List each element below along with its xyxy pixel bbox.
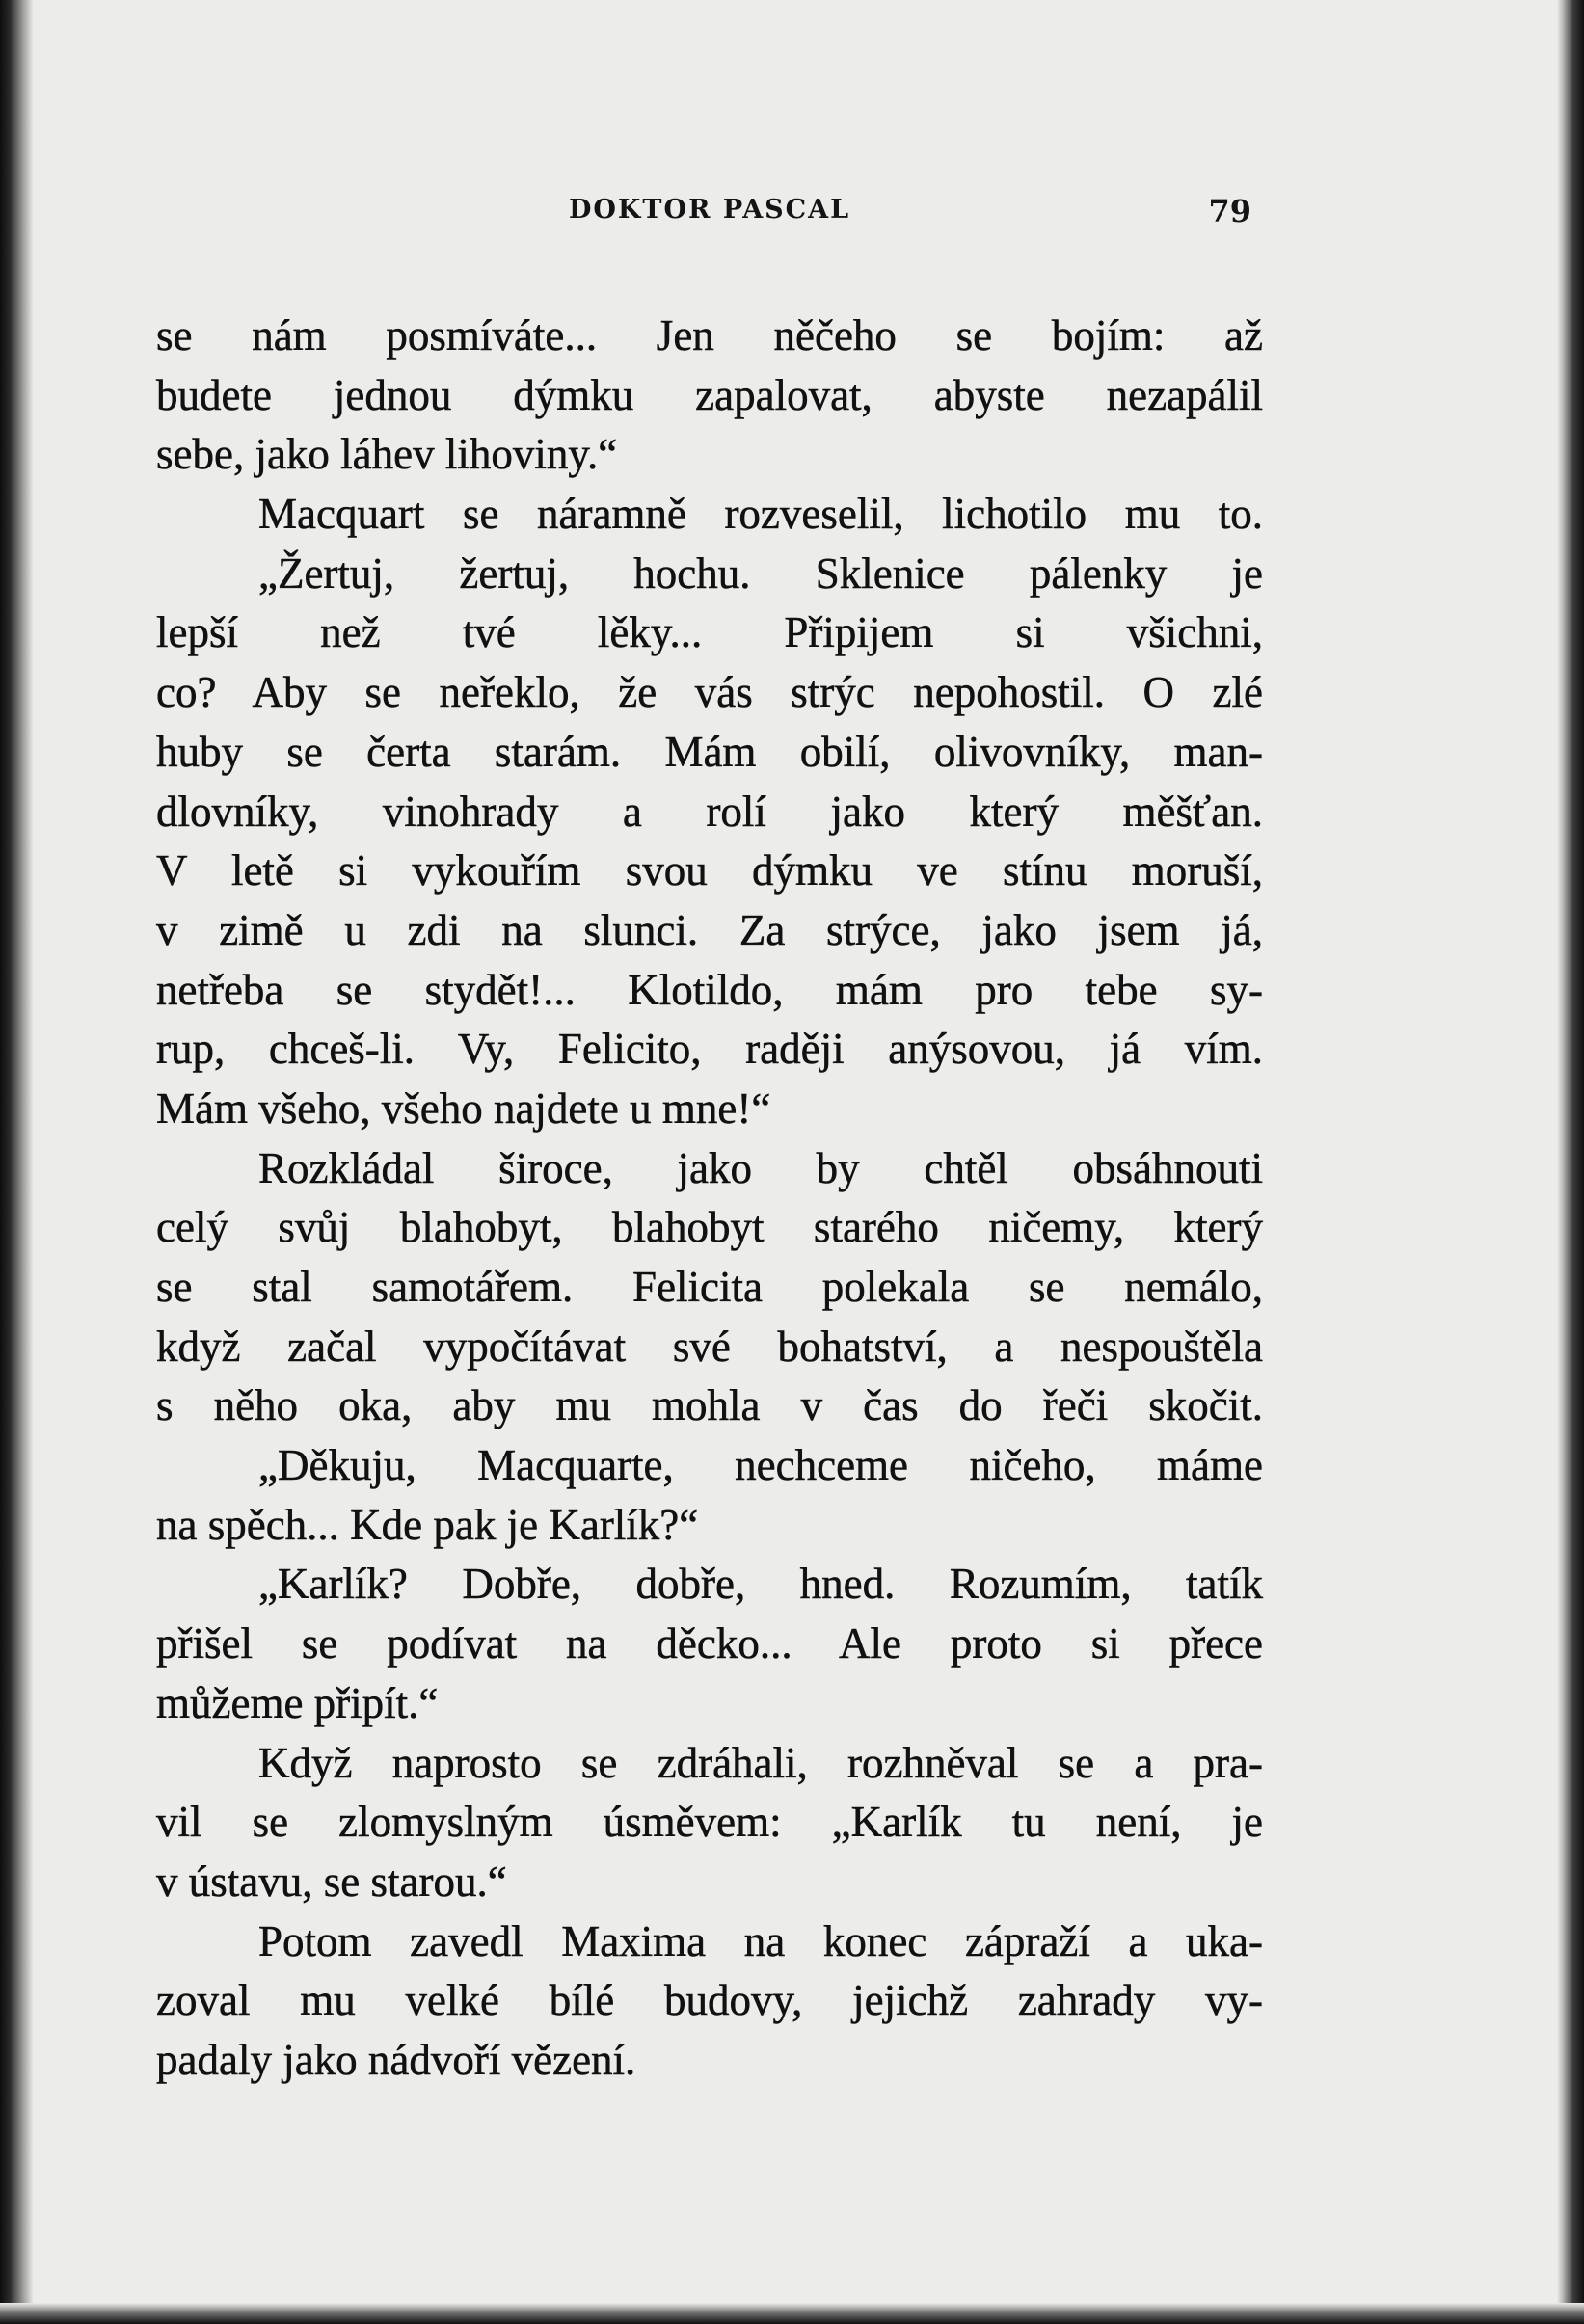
text-line: V letě si vykouřím svou dýmku ve stínu moruší, xyxy=(156,846,1263,895)
text-line: můžeme připít.“ xyxy=(156,1678,439,1727)
text-line: netřeba se stydět!... Klotildo, mám pro tebe sy- xyxy=(156,965,1263,1014)
text-line: lepší než tvé lěky... Připijem si všichni, xyxy=(156,608,1263,657)
text-line: Potom zavedl Maxima na konec zápraží a uka- xyxy=(258,1916,1263,1965)
text-line: Macquart se náramně rozveselil, lichotilo mu to. xyxy=(258,490,1263,539)
page-edge-bottom xyxy=(0,2303,1584,2324)
text-line: „Karlík? Dobře, dobře, hned. Rozumím, tatík xyxy=(258,1560,1263,1609)
page-edge-right xyxy=(1557,0,1584,2324)
text-line: se nám posmíváte... Jen něčeho se bojím: až xyxy=(156,311,1263,360)
page-edge-left xyxy=(0,0,33,2324)
text-line: přišel se podívat na děcko... Ale proto si přece xyxy=(156,1619,1263,1669)
text-line: rup, chceš-li. Vy, Felicito, raději anýsovou, já vím. xyxy=(156,1025,1263,1074)
text-line: Mám všeho, všeho najdete u mne!“ xyxy=(156,1083,771,1133)
text-line: padaly jako nádvoří vězení. xyxy=(156,2035,636,2084)
page-header xyxy=(569,195,1263,233)
text-line: Rozkládal široce, jako by chtěl obsáhnouti xyxy=(258,1143,1263,1192)
text-line: „Děkuju, Macquarte, nechceme ničeho, máme xyxy=(258,1441,1263,1490)
text-line: s něho oka, aby mu mohla v čas do řeči skočit. xyxy=(156,1381,1263,1430)
text-line: na spěch... Kde pak je Karlík?“ xyxy=(156,1500,699,1549)
running-title: DOKTOR PASCAL xyxy=(569,195,851,225)
text-line: se stal samotářem. Felicita polekala se nemálo, xyxy=(156,1263,1263,1311)
text-line: budete jednou dýmku zapalovat, abyste nezapálil xyxy=(156,370,1263,419)
text-line: v ústavu, se starou.“ xyxy=(156,1857,507,1906)
text-line: dlovníky, vinohrady a rolí jako který měšťan. xyxy=(156,787,1263,836)
body-text xyxy=(156,307,1263,2091)
text-line: co? Aby se neřeklo, že vás strýc nepohostil. O zlé xyxy=(156,668,1263,717)
text-line: sebe, jako láhev lihoviny.“ xyxy=(156,430,618,479)
text-line: když začal vypočítávat své bohatství, a nespouštěla xyxy=(156,1322,1263,1371)
text-line: zoval mu velké bílé budovy, jejichž zahrady vy- xyxy=(156,1976,1263,2025)
page-number: 79 xyxy=(1208,193,1251,229)
text-line: huby se čerta starám. Mám obilí, olivovníky, man- xyxy=(156,727,1263,776)
text-line: vil se zlomyslným úsměvem: „Karlík tu není, je xyxy=(156,1798,1263,1847)
text-line: „Žertuj, žertuj, hochu. Sklenice pálenky je xyxy=(258,548,1263,598)
text-line: celý svůj blahobyt, blahobyt starého ničemy, který xyxy=(156,1203,1263,1252)
text-line: Když naprosto se zdráhali, rozhněval se a pra- xyxy=(258,1738,1263,1787)
text-line: v zimě u zdi na slunci. Za strýce, jako jsem já, xyxy=(156,905,1263,954)
